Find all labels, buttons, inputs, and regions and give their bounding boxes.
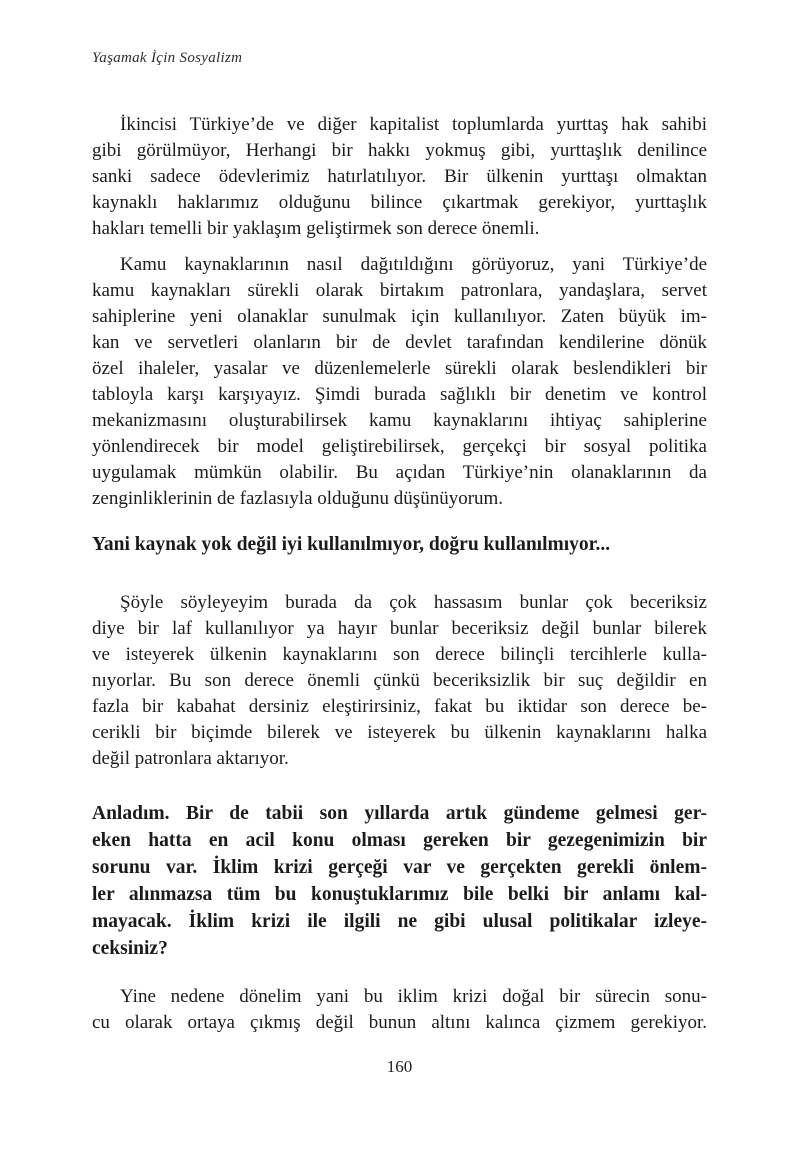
interviewer-question — [92, 800, 707, 962]
text-line: sorunu var. İklim krizi gerçeği var ve gerçekten gerekli önlem- — [92, 857, 707, 878]
text-line: mekanizmasını oluşturabilirsek kamu kaynaklarını ihtiyaç sahiplerine — [92, 410, 707, 431]
paragraph — [92, 252, 707, 512]
page-number: 160 — [386, 1057, 413, 1076]
text-line: mayacak. İklim krizi ile ilgili ne gibi ulusal politikalar izleye- — [92, 911, 707, 932]
text-line: kamu kaynakları sürekli olarak birtakım patronlara, yandaşlara, servet — [92, 280, 707, 301]
paragraph — [92, 112, 707, 242]
text-line: değil patronlara aktarıyor. — [92, 748, 289, 769]
text-line: ceksiniz? — [92, 938, 168, 959]
text-line: Şöyle söyleyeyim burada da çok hassasım bunlar çok beceriksiz — [120, 592, 707, 613]
text-line: cerikli bir biçimde bilerek ve isteyerek bu ülkenin kaynaklarını halka — [92, 722, 707, 743]
text-line: Kamu kaynaklarının nasıl dağıtıldığını görüyoruz, yani Türkiye’de — [120, 254, 707, 275]
text-line: özel ihaleler, yasalar ve düzenlemelerle sürekli olarak beslendikleri bir — [92, 358, 707, 379]
text-line: diye bir laf kullanılıyor ya hayır bunlar beceriksiz değil bunlar bilerek — [92, 618, 707, 639]
text-line: Anladım. Bir de tabii son yıllarda artık gündeme gelmesi ger- — [92, 803, 707, 824]
page-body — [92, 112, 707, 1036]
text-line: sanki sadece ödevlerimiz hatırlatılıyor. Bir ülkenin yurttaşı olmaktan — [92, 166, 707, 187]
text-line: eken hatta en acil konu olması gereken bir gezegenimizin bir — [92, 830, 707, 851]
text-line: hakları temelli bir yaklaşım geliştirmek son derece önemli. — [92, 218, 540, 239]
paragraph — [92, 590, 707, 772]
paragraph — [92, 984, 707, 1036]
text-line: gibi görülmüyor, Herhangi bir hakkı yokmuş gibi, yurttaşlık denilince — [92, 140, 707, 161]
section-heading — [92, 532, 707, 558]
text-line: yönlendirecek bir model geliştirebilirsek, gerçekçi bir sosyal politika — [92, 436, 707, 457]
text-line: cu olarak ortaya çıkmış değil bunun altını kalınca çizmem gerekiyor. — [92, 1012, 707, 1033]
text-line: fazla bir kabahat dersiniz eleştirirsiniz, fakat bu iktidar son derece be- — [92, 696, 707, 717]
text-line: İkincisi Türkiye’de ve diğer kapitalist toplumlarda yurttaş hak sahibi — [120, 114, 707, 135]
text-line: Yani kaynak yok değil iyi kullanılmıyor, doğru kullanılmıyor... — [92, 534, 611, 555]
text-line: kaynaklı haklarımız olduğunu bilince çıkartmak gerekiyor, yurttaşlık — [92, 192, 707, 213]
text-line: Yine nedene dönelim yani bu iklim krizi doğal bir sürecin sonu- — [120, 986, 707, 1007]
text-line: kan ve servetleri olanların bir de devlet tarafından kendilerine dönük — [92, 332, 707, 353]
text-line: zenginliklerinin de fazlasıyla olduğunu düşünüyorum. — [92, 488, 504, 509]
running-header: Yaşamak İçin Sosyalizm — [92, 50, 243, 66]
text-line: tabloyla karşı karşıyayız. Şimdi burada sağlıklı bir denetim ve kontrol — [92, 384, 707, 405]
text-line: ler alınmazsa tüm bu konuştuklarımız bile belki bir anlamı kal- — [92, 884, 707, 905]
text-line: sahiplerine yeni olanaklar sunulmak için kullanılıyor. Zaten büyük im- — [92, 306, 707, 327]
text-line: ve isteyerek ülkenin kaynaklarını son derece bilinçli tercihlerle kulla- — [92, 644, 707, 665]
text-line: nıyorlar. Bu son derece önemli çünkü beceriksizlik bir suç değildir en — [92, 670, 707, 691]
text-line: uygulamak mümkün olabilir. Bu açıdan Türkiye’nin olanaklarının da — [92, 462, 707, 483]
